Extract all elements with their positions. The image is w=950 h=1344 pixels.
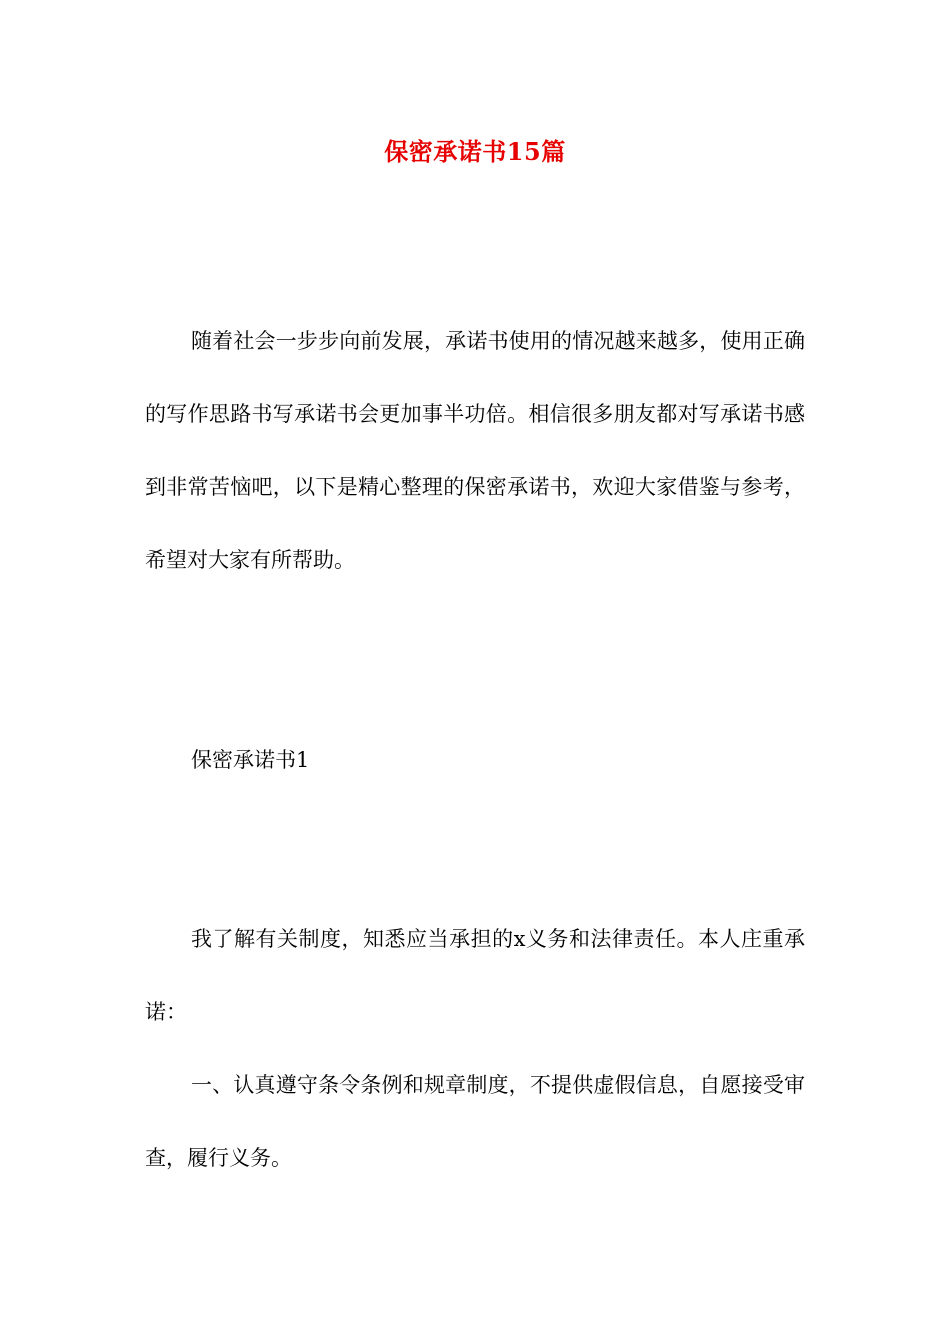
body-paragraph: 我了解有关制度，知悉应当承担的x义务和法律责任。本人庄重承诺：	[145, 927, 805, 1024]
section-heading: 保密承诺书1	[191, 748, 310, 772]
intro-paragraph: 随着社会一步步向前发展，承诺书使用的情况越来越多，使用正确的写作思路书写承诺书会更加事半功倍。相信很多朋友都对写承诺书感到非常苦恼吧，以下是精心整理的保密承诺书，欢迎大家借鉴与参考，希望对大家有所帮助。	[145, 329, 805, 572]
body-paragraph: 一、认真遵守条令条例和规章制度，不提供虚假信息，自愿接受审查，履行义务。	[145, 1073, 805, 1170]
document-title: 保密承诺书15篇	[384, 137, 566, 166]
